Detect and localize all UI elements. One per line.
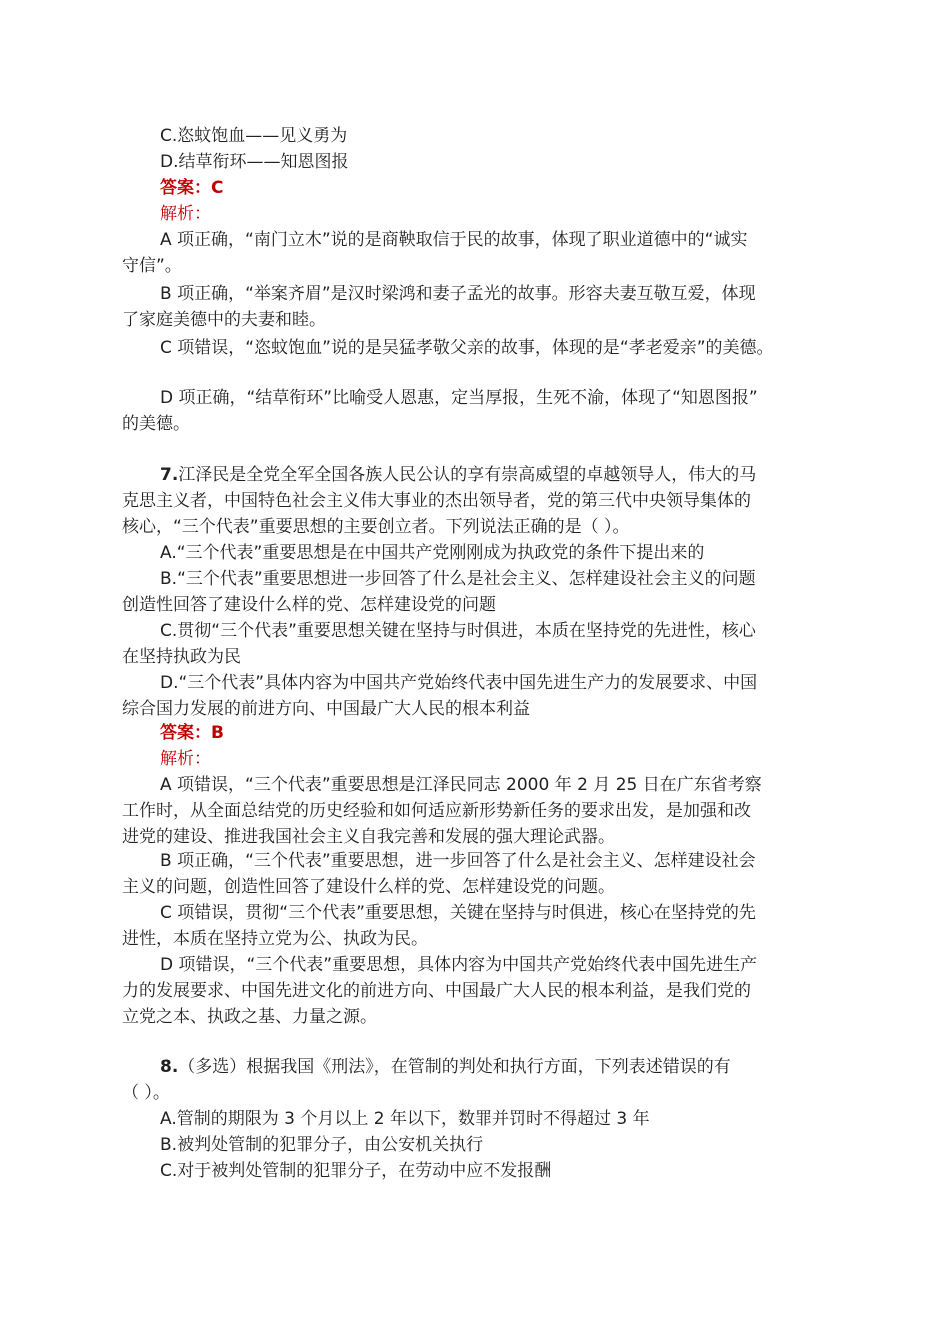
analysis-line: 了家庭美德中的夫妻和睦。 [122, 310, 326, 330]
q7-analysis-a [122, 772, 842, 850]
q7-analysis-label [160, 746, 850, 772]
analysis-line: A 项正确，“南门立木”说的是商鞅取信于民的故事，体现了职业道德中的“诚实 [160, 230, 748, 250]
question-number: 7. [160, 465, 179, 485]
q8-option-a: A.管制的期限为 3 个月以上 2 年以下，数罪并罚时不得超过 3 年 [160, 1109, 650, 1129]
q6-analysis-b [122, 281, 842, 333]
analysis-line: D 项错误，“三个代表”重要思想，具体内容为中国共产党始终代表中国先进生产 [160, 955, 758, 975]
option-line: 创造性回答了建设什么样的党、怎样建设党的问题 [122, 595, 496, 615]
q7-option-c [122, 618, 842, 670]
q7-answer [160, 720, 850, 746]
q6-analysis-d [122, 385, 842, 437]
analysis-line: 进性，本质在坚持立党为公、执政为民。 [122, 929, 428, 949]
q7-option-a: A.“三个代表”重要思想是在中国共产党刚刚成为执政党的条件下提出来的 [160, 543, 705, 563]
stem-text: （ ）。 [122, 1083, 170, 1103]
q7-option-d [122, 670, 842, 722]
analysis-line: 立党之本、执政之基、力量之源。 [122, 1007, 377, 1027]
option-line: B.“三个代表”重要思想进一步回答了什么是社会主义、怎样建设社会主义的问题 [160, 569, 756, 589]
analysis-line: 主义的问题，创造性回答了建设什么样的党、怎样建设党的问题。 [122, 877, 615, 897]
answer-label: 答案： [160, 723, 211, 743]
analysis-line: B 项正确，“三个代表”重要思想，进一步回答了什么是社会主义、怎样建设社会 [160, 851, 756, 871]
q8-option-c: C.对于被判处管制的犯罪分子，在劳动中应不发报酬 [160, 1161, 552, 1181]
stem-text: 克思主义者，中国特色社会主义伟大事业的杰出领导者，党的第三代中央领导集体的 [122, 491, 751, 511]
analysis-line: A 项错误，“三个代表”重要思想是江泽民同志 2000 年 2 月 25 日在广东省考察 [160, 775, 762, 795]
analysis-line: 工作时，从全面总结党的历史经验和如何适应新形势新任务的要求出发，是加强和改 [122, 801, 751, 821]
q7-analysis-b [122, 848, 842, 900]
option-line: 在坚持执政为民 [122, 647, 241, 667]
analysis-line: 的美德。 [122, 414, 190, 434]
q6-analysis-c [122, 335, 842, 361]
q7-analysis-d [122, 952, 842, 1030]
q7-stem [122, 462, 842, 540]
analysis-line: B 项正确，“举案齐眉”是汉时梁鸿和妻子孟光的故事。形容夫妻互敬互爱，体现 [160, 284, 756, 304]
analysis-line: C 项错误，“恣蚊饱血”说的是吴猛孝敬父亲的故事，体现的是“孝老爱亲”的美德。 [160, 338, 774, 358]
q8-stem [122, 1054, 842, 1106]
q6-option-d: D.结草衔环——知恩图报 [160, 152, 349, 172]
stem-text: （多选）根据我国《刑法》，在管制的判处和执行方面，下列表述错误的有 [178, 1057, 731, 1077]
analysis-line: C 项错误，贯彻“三个代表”重要思想，关键在坚持与时俱进，核心在坚持党的先 [160, 903, 756, 923]
q7-analysis-c [122, 900, 842, 952]
question-number: 8. [160, 1057, 179, 1077]
q6-answer [160, 175, 850, 201]
q6-analysis-a [122, 227, 842, 279]
option-line: C.贯彻“三个代表”重要思想关键在坚持与时俱进，本质在坚持党的先进性，核心 [160, 621, 756, 641]
q7-stem-line1 [122, 462, 842, 488]
analysis-line: 进党的建设、推进我国社会主义自我完善和发展的强大理论武器。 [122, 827, 615, 847]
option-line: 综合国力发展的前进方向、中国最广大人民的根本利益 [122, 699, 530, 719]
analysis-line: 守信”。 [122, 256, 182, 276]
analysis-label: 解析： [160, 749, 211, 769]
q6-option-c: C.恣蚊饱血——见义勇为 [160, 126, 348, 146]
analysis-label: 解析： [160, 204, 211, 224]
option-line: D.“三个代表”具体内容为中国共产党始终代表中国先进生产力的发展要求、中国 [160, 673, 758, 693]
q8-option-b: B.被判处管制的犯罪分子，由公安机关执行 [160, 1135, 484, 1155]
q7-option-b [122, 566, 842, 618]
stem-text: 核心，“三个代表”重要思想的主要创立者。下列说法正确的是（ ）。 [122, 517, 630, 537]
analysis-line: D 项正确，“结草衔环”比喻受人恩惠，定当厚报，生死不渝，体现了“知恩图报” [160, 388, 758, 408]
q8-stem-line1 [122, 1054, 842, 1080]
answer-value: B [211, 723, 224, 743]
q6-analysis-label [160, 201, 850, 227]
analysis-line: 力的发展要求、中国先进文化的前进方向、中国最广大人民的根本利益，是我们党的 [122, 981, 751, 1001]
answer-value: C [211, 178, 224, 198]
answer-label: 答案： [160, 178, 211, 198]
stem-text: 江泽民是全党全军全国各族人民公认的享有崇高威望的卓越领导人，伟大的马 [178, 465, 757, 485]
